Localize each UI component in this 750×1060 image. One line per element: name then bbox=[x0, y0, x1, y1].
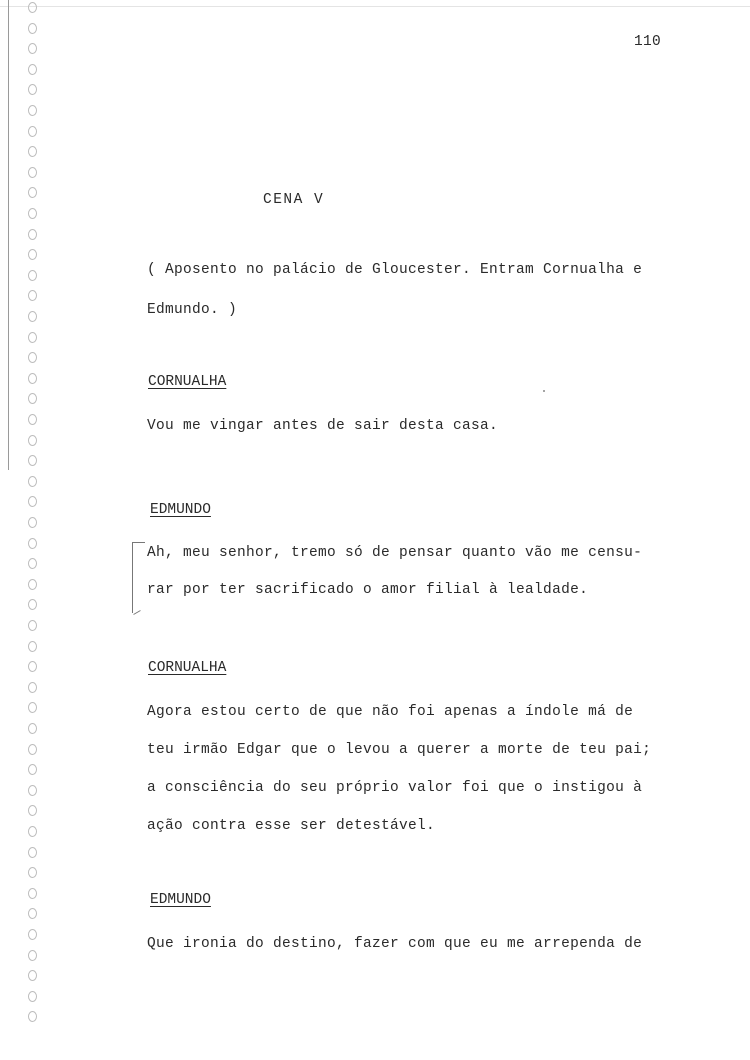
dialogue-line: rar por ter sacrificado o amor filial à lealdade. bbox=[147, 582, 589, 598]
binding-hole bbox=[28, 496, 37, 507]
binding-hole bbox=[28, 744, 37, 755]
binding-hole bbox=[28, 84, 37, 95]
binding-hole bbox=[28, 847, 37, 858]
dialogue-line: Agora estou certo de que não foi apenas a índole má de bbox=[147, 704, 634, 720]
binding-hole bbox=[28, 476, 37, 487]
scene-title: CENA V bbox=[263, 192, 325, 208]
binding-hole bbox=[28, 43, 37, 54]
binding-hole bbox=[28, 208, 37, 219]
binding-holes-strip bbox=[22, 2, 42, 1042]
binding-hole bbox=[28, 146, 37, 157]
binding-hole bbox=[28, 311, 37, 322]
binding-hole bbox=[28, 929, 37, 940]
binding-hole bbox=[28, 599, 37, 610]
dialogue-line: ação contra esse ser detestável. bbox=[147, 818, 436, 834]
binding-hole bbox=[28, 702, 37, 713]
binding-hole bbox=[28, 579, 37, 590]
page-number: 110 bbox=[634, 34, 662, 50]
binding-hole bbox=[28, 187, 37, 198]
binding-hole bbox=[28, 1011, 37, 1022]
binding-hole bbox=[28, 764, 37, 775]
binding-hole bbox=[28, 785, 37, 796]
speaker-edmundo: EDMUNDO bbox=[150, 502, 211, 518]
binding-hole bbox=[28, 270, 37, 281]
binding-hole bbox=[28, 414, 37, 425]
binding-edge-line bbox=[8, 0, 9, 470]
dialogue-line: Vou me vingar antes de sair desta casa. bbox=[147, 418, 499, 434]
speaker-cornualha: CORNUALHA bbox=[148, 374, 227, 390]
stage-direction-line-1: ( Aposento no palácio de Gloucester. Entram Cornualha e bbox=[147, 262, 643, 278]
binding-hole bbox=[28, 2, 37, 13]
dialogue-line: Que ironia do destino, fazer com que eu me arrependa de bbox=[147, 936, 643, 952]
speaker-edmundo: EDMUNDO bbox=[150, 892, 211, 908]
binding-hole bbox=[28, 991, 37, 1002]
dialogue-line: a consciência do seu próprio valor foi que o instigou à bbox=[147, 780, 643, 796]
binding-hole bbox=[28, 970, 37, 981]
binding-hole bbox=[28, 352, 37, 363]
binding-hole bbox=[28, 682, 37, 693]
binding-hole bbox=[28, 332, 37, 343]
binding-hole bbox=[28, 661, 37, 672]
binding-hole bbox=[28, 455, 37, 466]
binding-hole bbox=[28, 641, 37, 652]
binding-hole bbox=[28, 950, 37, 961]
binding-hole bbox=[28, 805, 37, 816]
binding-hole bbox=[28, 908, 37, 919]
binding-hole bbox=[28, 373, 37, 384]
binding-hole bbox=[28, 249, 37, 260]
binding-hole bbox=[28, 558, 37, 569]
binding-hole bbox=[28, 105, 37, 116]
speaker-cornualha: CORNUALHA bbox=[148, 660, 227, 676]
binding-hole bbox=[28, 393, 37, 404]
binding-hole bbox=[28, 888, 37, 899]
binding-hole bbox=[28, 517, 37, 528]
binding-hole bbox=[28, 538, 37, 549]
dialogue-line: Ah, meu senhor, tremo só de pensar quanto vão me censu- bbox=[147, 545, 643, 561]
binding-hole bbox=[28, 723, 37, 734]
binding-hole bbox=[28, 167, 37, 178]
binding-hole bbox=[28, 867, 37, 878]
page-top-edge bbox=[0, 6, 750, 7]
stray-mark bbox=[543, 390, 545, 392]
binding-hole bbox=[28, 229, 37, 240]
binding-hole bbox=[28, 826, 37, 837]
binding-hole bbox=[28, 290, 37, 301]
binding-hole bbox=[28, 23, 37, 34]
binding-hole bbox=[28, 64, 37, 75]
dialogue-line: teu irmão Edgar que o levou a querer a morte de teu pai; bbox=[147, 742, 652, 758]
stage-direction-line-2: Edmundo. ) bbox=[147, 302, 238, 318]
margin-bracket-mark bbox=[132, 542, 145, 613]
binding-hole bbox=[28, 435, 37, 446]
binding-hole bbox=[28, 126, 37, 137]
binding-hole bbox=[28, 620, 37, 631]
